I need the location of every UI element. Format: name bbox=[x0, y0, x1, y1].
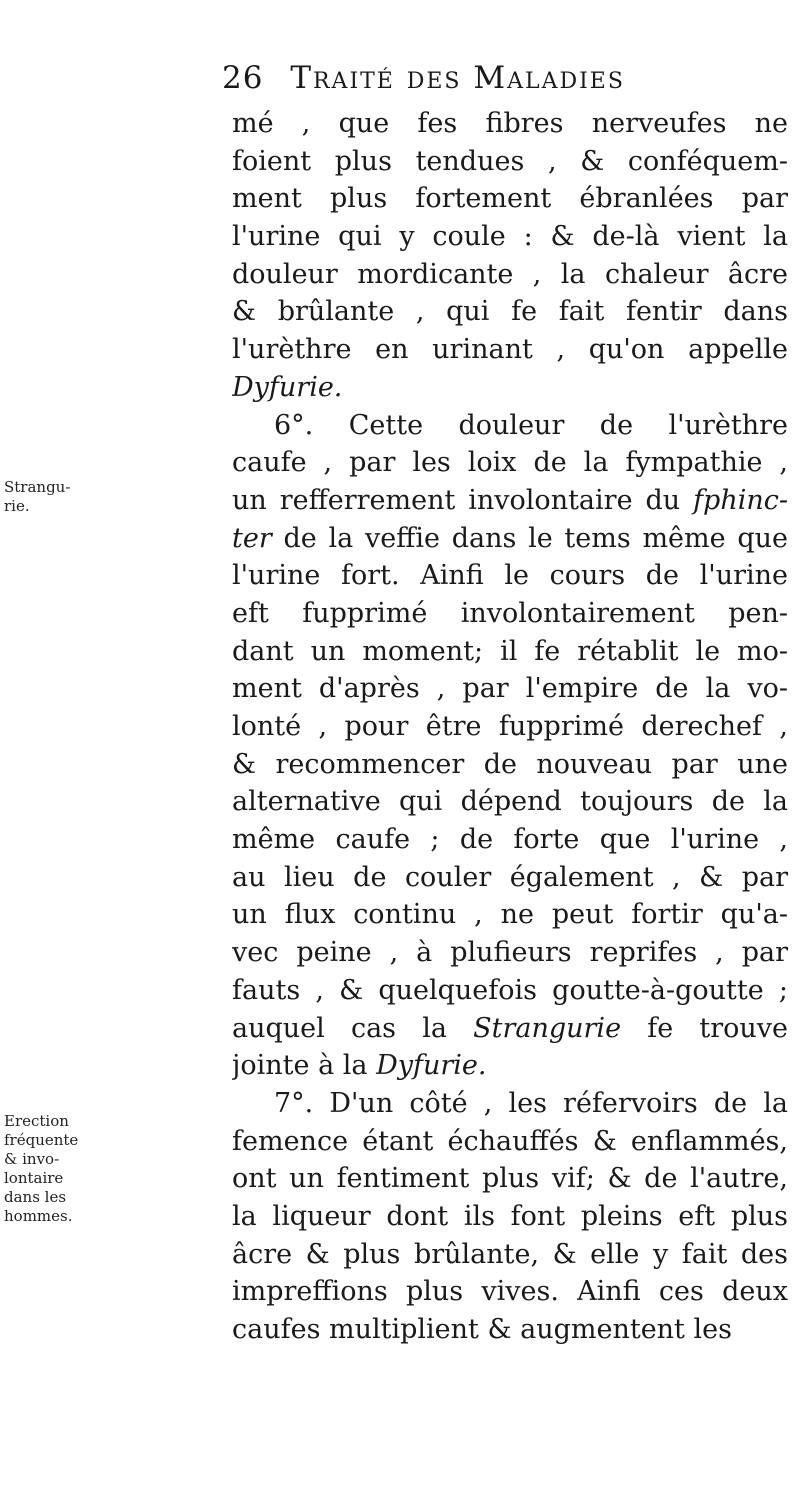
margin-note-line: & invo- bbox=[4, 1150, 60, 1168]
text-span: au lieu de couler également , & par bbox=[232, 861, 788, 893]
body-text bbox=[232, 105, 788, 1349]
text-span: & brûlante , qui fe fait fentir dans bbox=[232, 296, 788, 328]
italic-term: Strangurie bbox=[473, 1012, 622, 1044]
text-line bbox=[232, 1047, 788, 1085]
text-line bbox=[232, 256, 788, 294]
text-span: & recommencer de nouveau par une bbox=[232, 748, 788, 780]
text-span: lonté , pour être fupprimé derechef , bbox=[232, 711, 788, 742]
text-span: fe trouve bbox=[621, 1012, 788, 1044]
text-span: 6°. Cette douleur de l'urèthre bbox=[274, 409, 788, 441]
text-line bbox=[232, 1236, 788, 1274]
text-line bbox=[232, 708, 788, 746]
text-line bbox=[232, 746, 788, 784]
text-line bbox=[232, 783, 788, 821]
text-line bbox=[232, 934, 788, 972]
page-number: 26 bbox=[222, 60, 264, 96]
margin-note-line: fréquente bbox=[4, 1131, 79, 1149]
text-span: ont un fentiment plus vif; & de l'autre, bbox=[232, 1163, 788, 1195]
text-line bbox=[232, 105, 788, 143]
margin-note-line: dans les bbox=[4, 1188, 67, 1206]
text-line bbox=[232, 293, 788, 331]
text-span: ment d'après , par l'empire de la vo- bbox=[232, 673, 788, 705]
italic-term: Dyfurie. bbox=[232, 371, 343, 403]
text-span: caufe , par les loix de la fympathie , bbox=[232, 447, 788, 479]
margin-note-line: hommes. bbox=[4, 1207, 73, 1225]
text-span: l'urine qui y coule : & de-là vient la bbox=[232, 221, 788, 253]
text-line bbox=[232, 859, 788, 897]
text-span: dant un moment; il fe rétablit le mo- bbox=[232, 635, 788, 667]
text-span: même caufe ; de forte que l'urine , bbox=[232, 824, 788, 856]
text-line bbox=[232, 482, 788, 520]
margin-note-erection bbox=[4, 1112, 86, 1226]
italic-term: Dyfurie. bbox=[376, 1050, 487, 1082]
text-line bbox=[232, 896, 788, 934]
text-span: 7°. D'un côté , les réfervoirs de la bbox=[274, 1087, 788, 1119]
text-line bbox=[232, 143, 788, 181]
text-line bbox=[232, 821, 788, 859]
text-line bbox=[232, 557, 788, 595]
text-span: un flux continu , ne peut fortir qu'a- bbox=[232, 899, 788, 931]
text-span: alternative qui dépend toujours de la bbox=[232, 786, 788, 818]
text-span: femence étant échauffés & enflammés, bbox=[232, 1125, 788, 1157]
text-line bbox=[232, 1123, 788, 1161]
text-span: mé , que fes fibres nerveufes ne bbox=[232, 108, 788, 139]
text-span: de la veffie dans le tems même que bbox=[271, 522, 788, 554]
text-line bbox=[232, 1085, 788, 1123]
margin-note-line: rie. bbox=[4, 497, 30, 515]
text-line bbox=[232, 1311, 788, 1349]
margin-note-line: Erection bbox=[4, 1112, 69, 1130]
text-line bbox=[232, 444, 788, 482]
text-span: caufes multiplient & augmentent les bbox=[232, 1314, 732, 1345]
text-span: ment plus fortement ébranlées par bbox=[232, 183, 788, 215]
text-span: eft fupprimé involontairement pen- bbox=[232, 597, 788, 629]
margin-note-strangurie bbox=[4, 478, 86, 516]
text-span: vec peine , à plufieurs reprifes , par bbox=[232, 937, 788, 969]
text-line bbox=[232, 1010, 788, 1048]
text-line bbox=[232, 670, 788, 708]
text-span: âcre & plus brûlante, & elle y fait des bbox=[232, 1238, 788, 1270]
text-span: l'urine fort. Ainfi le cours de l'urine bbox=[232, 560, 788, 592]
text-line bbox=[232, 1273, 788, 1311]
text-line bbox=[232, 331, 788, 369]
text-line bbox=[232, 633, 788, 671]
text-span: la liqueur dont ils font pleins eft plus bbox=[232, 1200, 788, 1232]
text-line bbox=[232, 407, 788, 445]
text-line bbox=[232, 1198, 788, 1236]
text-line bbox=[232, 369, 788, 407]
text-line bbox=[232, 595, 788, 633]
text-span: foient plus tendues , & conféquem- bbox=[232, 145, 788, 177]
text-span: l'urèthre en urinant , qu'on appelle bbox=[232, 334, 788, 366]
running-header bbox=[222, 60, 782, 96]
text-span: un refferrement involontaire du bbox=[232, 484, 694, 516]
text-line bbox=[232, 520, 788, 558]
text-span: fauts , & quelquefois goutte-à-goutte ; bbox=[232, 974, 788, 1006]
margin-note-line: lontaire bbox=[4, 1169, 64, 1187]
running-title: Traité des Maladies bbox=[290, 60, 625, 96]
text-line bbox=[232, 1160, 788, 1198]
text-line bbox=[232, 218, 788, 256]
text-line bbox=[232, 180, 788, 218]
text-span: douleur mordicante , la chaleur âcre bbox=[232, 258, 788, 290]
margin-note-line: Strangu- bbox=[4, 478, 71, 496]
text-span: auquel cas la bbox=[232, 1012, 474, 1044]
text-span: impreffions plus vives. Ainfi ces deux bbox=[232, 1276, 788, 1308]
text-line bbox=[232, 972, 788, 1010]
italic-term: ter bbox=[232, 522, 272, 554]
text-span: jointe à la bbox=[232, 1050, 377, 1082]
italic-term: fphinc- bbox=[693, 484, 788, 516]
